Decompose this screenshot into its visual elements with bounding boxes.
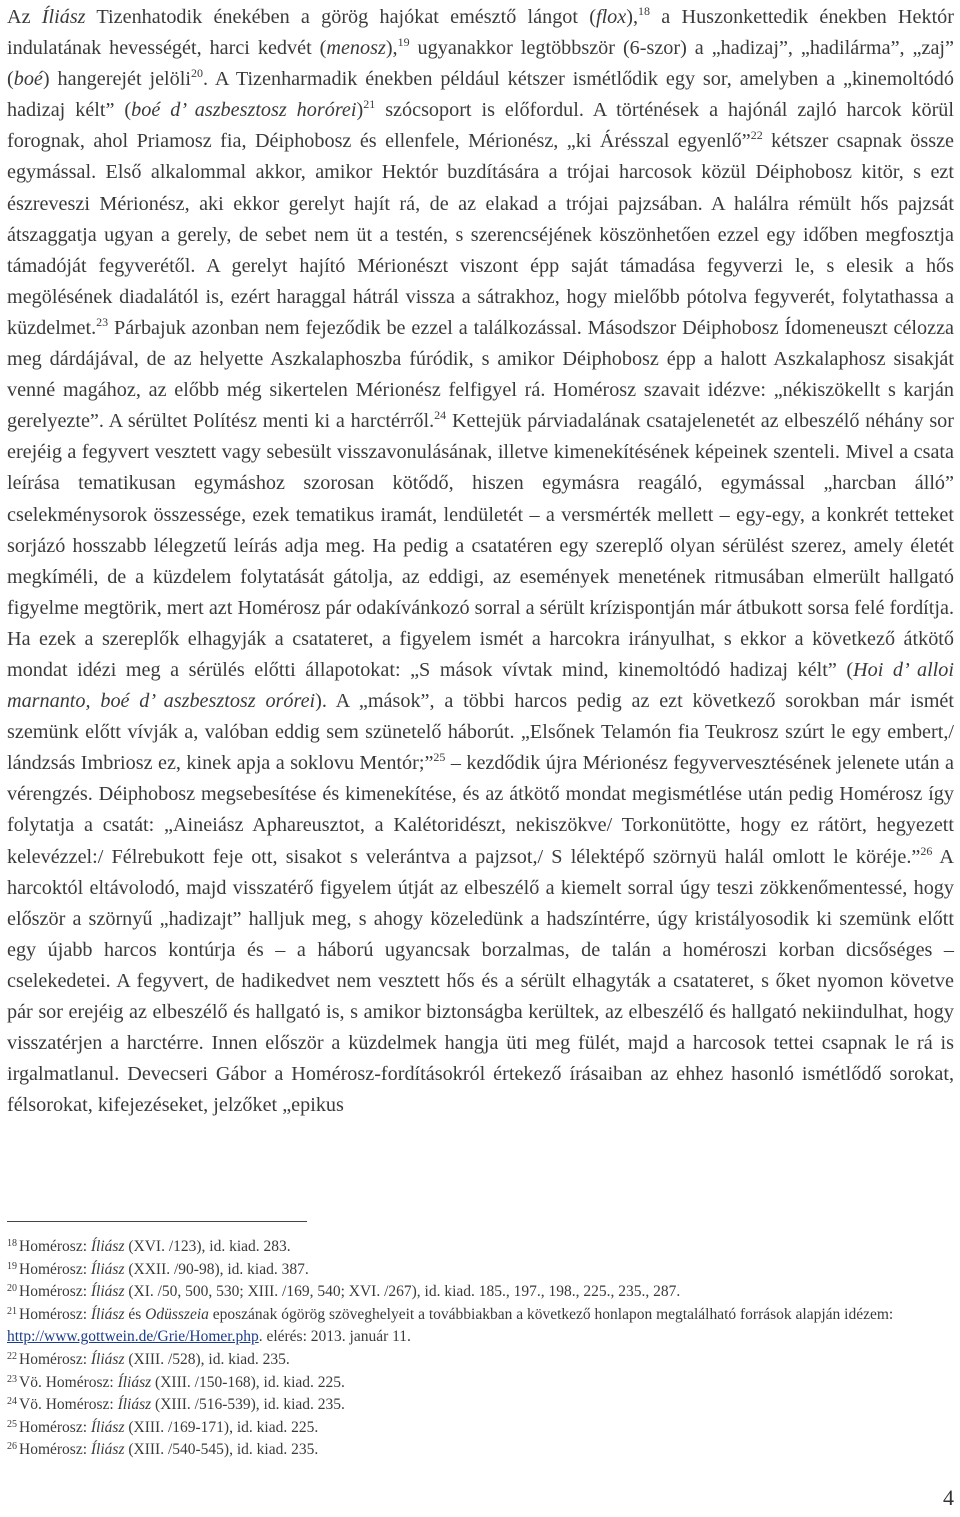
footnote-text: Homérosz:	[19, 1305, 91, 1323]
footnote-ref[interactable]: 19	[397, 35, 410, 50]
footnote-title: Íliász	[90, 1350, 125, 1368]
footnote-text: (XIII. /169-171), id. kiad. 225.	[124, 1418, 319, 1436]
footnote-22	[7, 1349, 954, 1372]
footnote-title: Íliász	[117, 1373, 152, 1391]
italic-greek-term: menosz	[326, 37, 386, 60]
italic-greek-term: boé	[13, 68, 43, 91]
page-number: 4	[943, 1485, 954, 1510]
footnote-number: 19	[7, 1260, 17, 1272]
body-text-run: ugyanakkor legtöbbször (6-szor) a „hadizaj”, „hadilárma”, „zaj” (	[7, 37, 954, 91]
footnote-ref[interactable]: 22	[750, 128, 763, 143]
source-link[interactable]: http://www.gottwein.de/Grie/Homer.php	[7, 1328, 259, 1346]
italic-title: Íliász	[41, 6, 86, 28]
footnote-number: 26	[7, 1441, 17, 1453]
footnote-25	[7, 1417, 954, 1440]
footnote-ref[interactable]: 23	[96, 315, 109, 330]
italic-greek-term: flox	[595, 6, 627, 28]
footnote-number: 22	[7, 1350, 17, 1362]
footnote-text: Homérosz:	[19, 1418, 91, 1436]
body-text-run: ),	[385, 37, 398, 60]
footnote-text: Vö. Homérosz:	[19, 1396, 118, 1414]
footnote-number: 23	[7, 1373, 17, 1385]
footnote-ref[interactable]: 25	[433, 750, 446, 765]
footnote-18	[7, 1236, 954, 1259]
footnote-text: (XIII. /150-168), id. kiad. 225.	[151, 1373, 345, 1391]
footnote-title: Íliász	[90, 1418, 125, 1436]
body-text-run: – kezdődik újra Mérionész fegyvervesztésének jelenete után a vérengzés. Déiphobosz megsebesítése és kimenekítése, és az átkötő mondat megismétlése után pedig Homérosz így folytatja a csatát: „Aineiász Aphareusztot, a Kalétoridészt, nekiszökve/ Torkonütötte, hogy ez rátört, hegyezett kelevézzel:/ Félrebukott feje ott, sisakot s velerántva a pajzsot,/ S lélektépő szörnyü halál omlott le köréje.”	[7, 752, 954, 868]
footnote-title: Íliász	[90, 1260, 125, 1278]
footnotes-section	[7, 1236, 954, 1462]
body-text-run: Az	[7, 6, 42, 28]
body-text-run: )	[356, 99, 364, 122]
footnote-text: Homérosz:	[19, 1238, 91, 1255]
footnote-text: (XI. /50, 500, 530; XIII. /169, 540; XVI. /267), id. kiad. 185., 197., 198., 225., 235., 287.	[124, 1283, 681, 1301]
footnote-number: 18	[7, 1238, 17, 1249]
footnote-20	[7, 1281, 954, 1304]
footnote-text: (XIII. /528), id. kiad. 235.	[124, 1350, 290, 1368]
footnote-text: (XXII. /90-98), id. kiad. 387.	[124, 1260, 309, 1278]
footnote-separator	[7, 1221, 307, 1222]
footnote-text: . elérés: 2013. január 11.	[258, 1328, 411, 1346]
footnote-ref[interactable]: 26	[920, 843, 933, 858]
footnote-23	[7, 1372, 954, 1395]
footnote-text: Vö. Homérosz:	[19, 1373, 118, 1391]
footnote-text: (XIII. /516-539), id. kiad. 235.	[151, 1396, 345, 1414]
footnote-number: 24	[7, 1396, 17, 1408]
footnote-number: 20	[7, 1283, 17, 1295]
footnote-title: Íliász	[90, 1305, 125, 1323]
body-text-run: Tizenhatodik énekében a görög hajókat emésztő lángot (	[85, 6, 596, 28]
italic-greek-phrase: boé d’ aszbesztosz horórei	[131, 99, 357, 122]
body-text-run: a Huszonkettedik énekben Hektór indulatának hevességét, harci kedvét (	[7, 6, 954, 60]
footnote-text: (XIII. /540-545), id. kiad. 235.	[124, 1441, 319, 1459]
footnote-24	[7, 1394, 954, 1417]
footnote-title: Íliász	[117, 1396, 152, 1414]
footnote-number: 21	[7, 1305, 17, 1317]
footnote-number: 25	[7, 1418, 17, 1430]
italic-greek-phrase: Hoi d’ alloi marnanto, boé d’ aszbesztosz orórei	[7, 658, 954, 713]
body-text-run: Kettejük párviadalának csatajelenetét az elbeszélő néhány sor erejéig a fegyvert vesztett vagy sebesült visszavonulásának, illetve kimenekítésének képeinek szenteli. Mivel a csata leírása tematikusan egymáshoz szorosan kötődő, hiszen egymásra reagáló, egymással „harcban álló” cselekménysorok összessége, ezek tematikus iramát, lendületét – a versmérték mellett – egy-egy, a konkrét tetteket sorjázó hosszabb lélegzetű leírás adja meg. Ha pedig a csatatéren egy szereplő olyan sérülést szerez, amely életét megkíméli, de a küzdelem folytatását gátolja, az eddigi, az események menetének ritmusában elmerült hallgató figyelme megtörik, mert azt Homérosz pár odakívánkozó sorral a sérült krízispontján már átbukott sorsa felé fordítja. Ha ezek a szereplők elhagyják a csatateret, a figyelem ismét a harcokra irányulhat, s ekkor a következő átkötő mondat idézi meg a sérülés előtti állapotokat: „S mások vívtak mind, kinemoltódó hadizaj kélt” (	[7, 410, 954, 681]
footnote-title: Íliász	[90, 1441, 125, 1459]
footnote-text: Homérosz:	[19, 1283, 91, 1301]
body-text-run: Párbajuk azonban nem fejeződik be ezzel a találkozással. Másodszor Déiphobosz Ídomeneuszt célozza meg dárdájával, de az helyette Aszkalaphoszba fúródik, s amikor Déiphobosz épp a halott Aszkalaphosz sisakját venné magához, az előbb még sikertelen Mérionész felfigyel rá. Homérosz szavait idézve: „nékiszökellt s karján gerelyezte”. A sérültet Polítész menti ki a harctérről.	[7, 316, 954, 433]
footnote-26	[7, 1439, 954, 1462]
footnote-text: Homérosz:	[19, 1441, 91, 1459]
body-paragraph	[7, 2, 954, 1121]
footnote-text: és	[124, 1305, 146, 1323]
footnote-ref[interactable]: 21	[363, 97, 376, 112]
footnote-text: Homérosz:	[19, 1260, 91, 1278]
body-text-run: kétszer csapnak össze egymással. Első alkalommal akkor, amikor Hektór buzdítására a trójai harcosok közül Déiphobosz kitör, s ezt észreveszi Mérionész, aki ekkor gerelyt hajít rá, de az elakad a trójai pajzsában. A halálra rémült hős pajzsát átszaggatja ugyan a gerely, de sebet nem üt a testén, s szerencséjének köszönhetően ezzel egy időben megfosztja támadóját fegyverétől. A gerelyt hajító Mérionészt viszont épp saját támadása fegyverzi le, s elesik a hős megölésének diadalától is, ezért haraggal hátrál vissza a sátrakhoz, hogy mielőbb pótolva fegyverét, folytathassa a küzdelmet.	[7, 130, 954, 339]
body-text-run: A harcoktól eltávolodó, majd visszatérő figyelem útját az elbeszélő a kiemelt sorral úgy teszi zökkenőmentessé, hogy először a szörnyű „hadizajt” halljuk meg, s ahogy közeledünk a hadszíntérre, úgy kristályosodik ki szemünk előtt egy újabb harcos kontúrja és – a háború ugyancsak borzalmas, de talán a homéroszi korban dicsőséges – cselekedetei. A fegyvert, de hadikedvet nem vesztett hős és a sérült elhagyták a csatateret, s őket nyomon követve pár sor erejéig az elbeszélő és hallgató is, s amikor biztonságba kerültek, az elbeszélő és hallgató nekiindulhat, hogy visszatérjen a harctérre. Innen először a küzdelmek hangja üti meg fülét, majd a harcosok tettei csapnak le rá is irgalmatlanul. Devecseri Gábor a Homérosz-fordításokról értekező írásaiban az ehhez hasonló ismétlődő sorokat, félsorokat, kifejezéseket, jelzőket „epikus	[7, 845, 955, 1117]
footnote-ref[interactable]: 24	[434, 408, 447, 423]
footnote-ref[interactable]: 20	[190, 66, 203, 81]
body-text-run: ) hangerejét jelöli	[42, 68, 191, 91]
body-text-run: ). A „mások”, a többi harcos pedig az ezt következő sorokban már ismét szemünk előtt vívják a, valóban eddig sem szünetelő háborút. „Elsőnek Telamón fia Teukrosz szúrt le egy embert,/ lándzsás Imbriosz ez, kinek apja a soklovu Mentór;”	[7, 690, 955, 775]
footnote-title: Íliász	[90, 1283, 125, 1301]
footnote-title: Íliász	[90, 1238, 125, 1255]
footnote-19	[7, 1259, 954, 1282]
body-text-run: szócsoport is előfordul. A történések a hajónál zajló harcok körül forognak, ahol Priamosz fia, Déiphobosz és ellenfele, Mérionész, „ki Árésszal egyenlő”	[7, 99, 955, 153]
footnote-ref[interactable]: 18	[638, 4, 651, 19]
body-text-run: . A Tizenharmadik énekben például kétszer ismétlődik egy sor, amelyben a „kinemoltódó hadizaj kélt” (	[7, 68, 954, 122]
footnote-text: Homérosz:	[19, 1350, 91, 1368]
footnote-text: (XVI. /123), id. kiad. 283.	[124, 1238, 291, 1255]
body-text-run: ),	[626, 6, 639, 28]
footnote-text: eposzának ógörög szöveghelyeit a továbbiakban a következő honlapon megtalálható források alapján idézem:	[208, 1305, 894, 1323]
footnote-21	[7, 1304, 954, 1349]
footnote-title: Odüsszeia	[145, 1305, 209, 1323]
